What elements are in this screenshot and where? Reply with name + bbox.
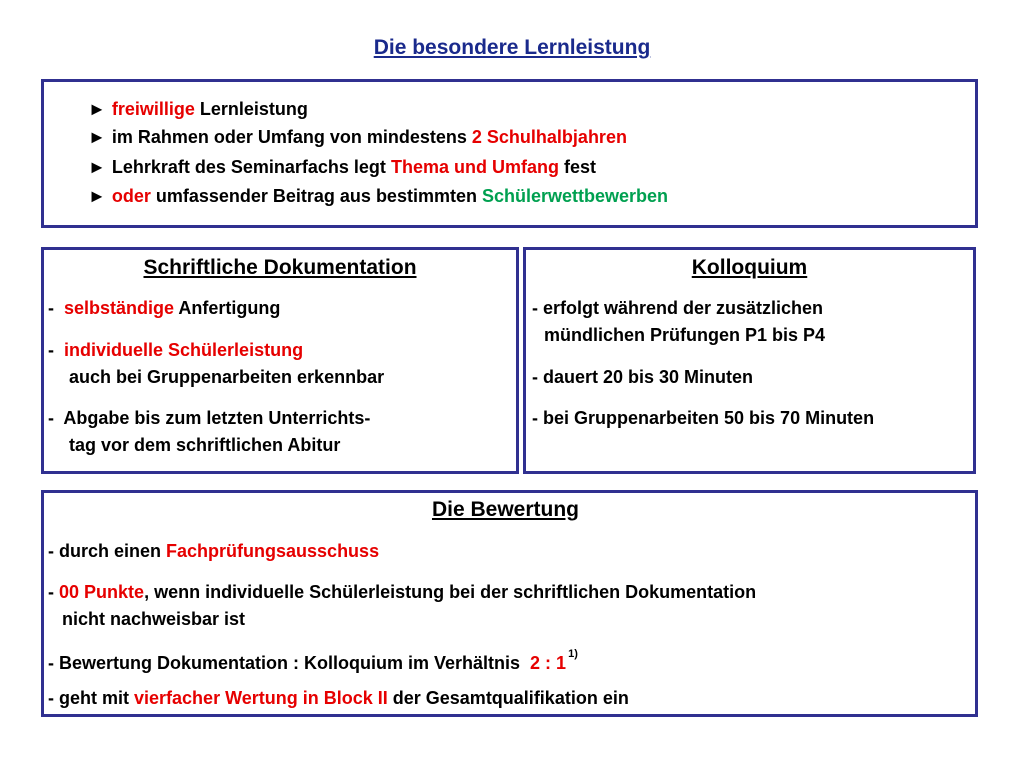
colloquium-heading: Kolloquium <box>691 256 808 279</box>
documentation-item-3: - Abgabe bis zum letzten Unterrichts- <box>48 408 371 428</box>
bullet-arrow-icon: ► <box>88 127 106 147</box>
colloquium-box <box>523 247 976 474</box>
bullet-arrow-icon: ► <box>88 157 106 177</box>
assessment-item-3: - Bewertung Dokumentation : Kolloquium im Verhältnis 2 : 1 $^{1)}$ <box>48 648 578 673</box>
intro-box <box>41 79 978 228</box>
intro-item-1: ► freiwillige Lernleistung <box>88 99 308 119</box>
colloquium-item-1: - erfolgt während der zusätzlichen <box>532 298 824 318</box>
intro-item-3: ► Lehrkraft des Seminarfachs legt Thema und Umfang fest <box>88 157 596 177</box>
intro-item-4: ► oder umfassender Beitrag aus bestimmten Schülerwettbewerben <box>88 186 669 206</box>
assessment-box <box>41 490 978 717</box>
colloquium-item-1-cont: mündlichen Prüfungen P1 bis P4 <box>544 325 826 345</box>
documentation-item-3-cont: tag vor dem schriftlichen Abitur <box>69 435 341 455</box>
documentation-box <box>41 247 519 474</box>
assessment-item-2: - 00 Punkte, wenn individuelle Schülerleistung bei der schriftlichen Dokumentation <box>48 582 757 602</box>
bullet-arrow-icon: ► <box>88 186 106 206</box>
colloquium-item-3: - bei Gruppenarbeiten 50 bis 70 Minuten <box>532 408 875 428</box>
colloquium-item-2: - dauert 20 bis 30 Minuten <box>532 367 754 387</box>
documentation-item-2-cont: auch bei Gruppenarbeiten erkennbar <box>69 367 385 387</box>
bullet-arrow-icon: ► <box>88 99 106 119</box>
documentation-heading: Schriftliche Dokumentation <box>143 256 417 279</box>
assessment-item-4: - geht mit vierfacher Wertung in Block II der Gesamtqualifikation ein <box>48 688 629 708</box>
footnote-marker: 1) <box>568 648 578 660</box>
intro-item-2: ► im Rahmen oder Umfang von mindestens 2 Schulhalbjahren <box>88 127 627 147</box>
assessment-heading: Die Bewertung <box>431 498 580 521</box>
documentation-item-2: - individuelle Schülerleistung <box>48 340 304 360</box>
assessment-item-1: - durch einen Fachprüfungsausschuss <box>48 541 380 561</box>
assessment-item-2-cont: nicht nachweisbar ist <box>62 609 246 629</box>
documentation-item-1: - selbständige Anfertigung <box>48 298 281 318</box>
page-title: Die besondere Lernleistung <box>373 36 651 59</box>
